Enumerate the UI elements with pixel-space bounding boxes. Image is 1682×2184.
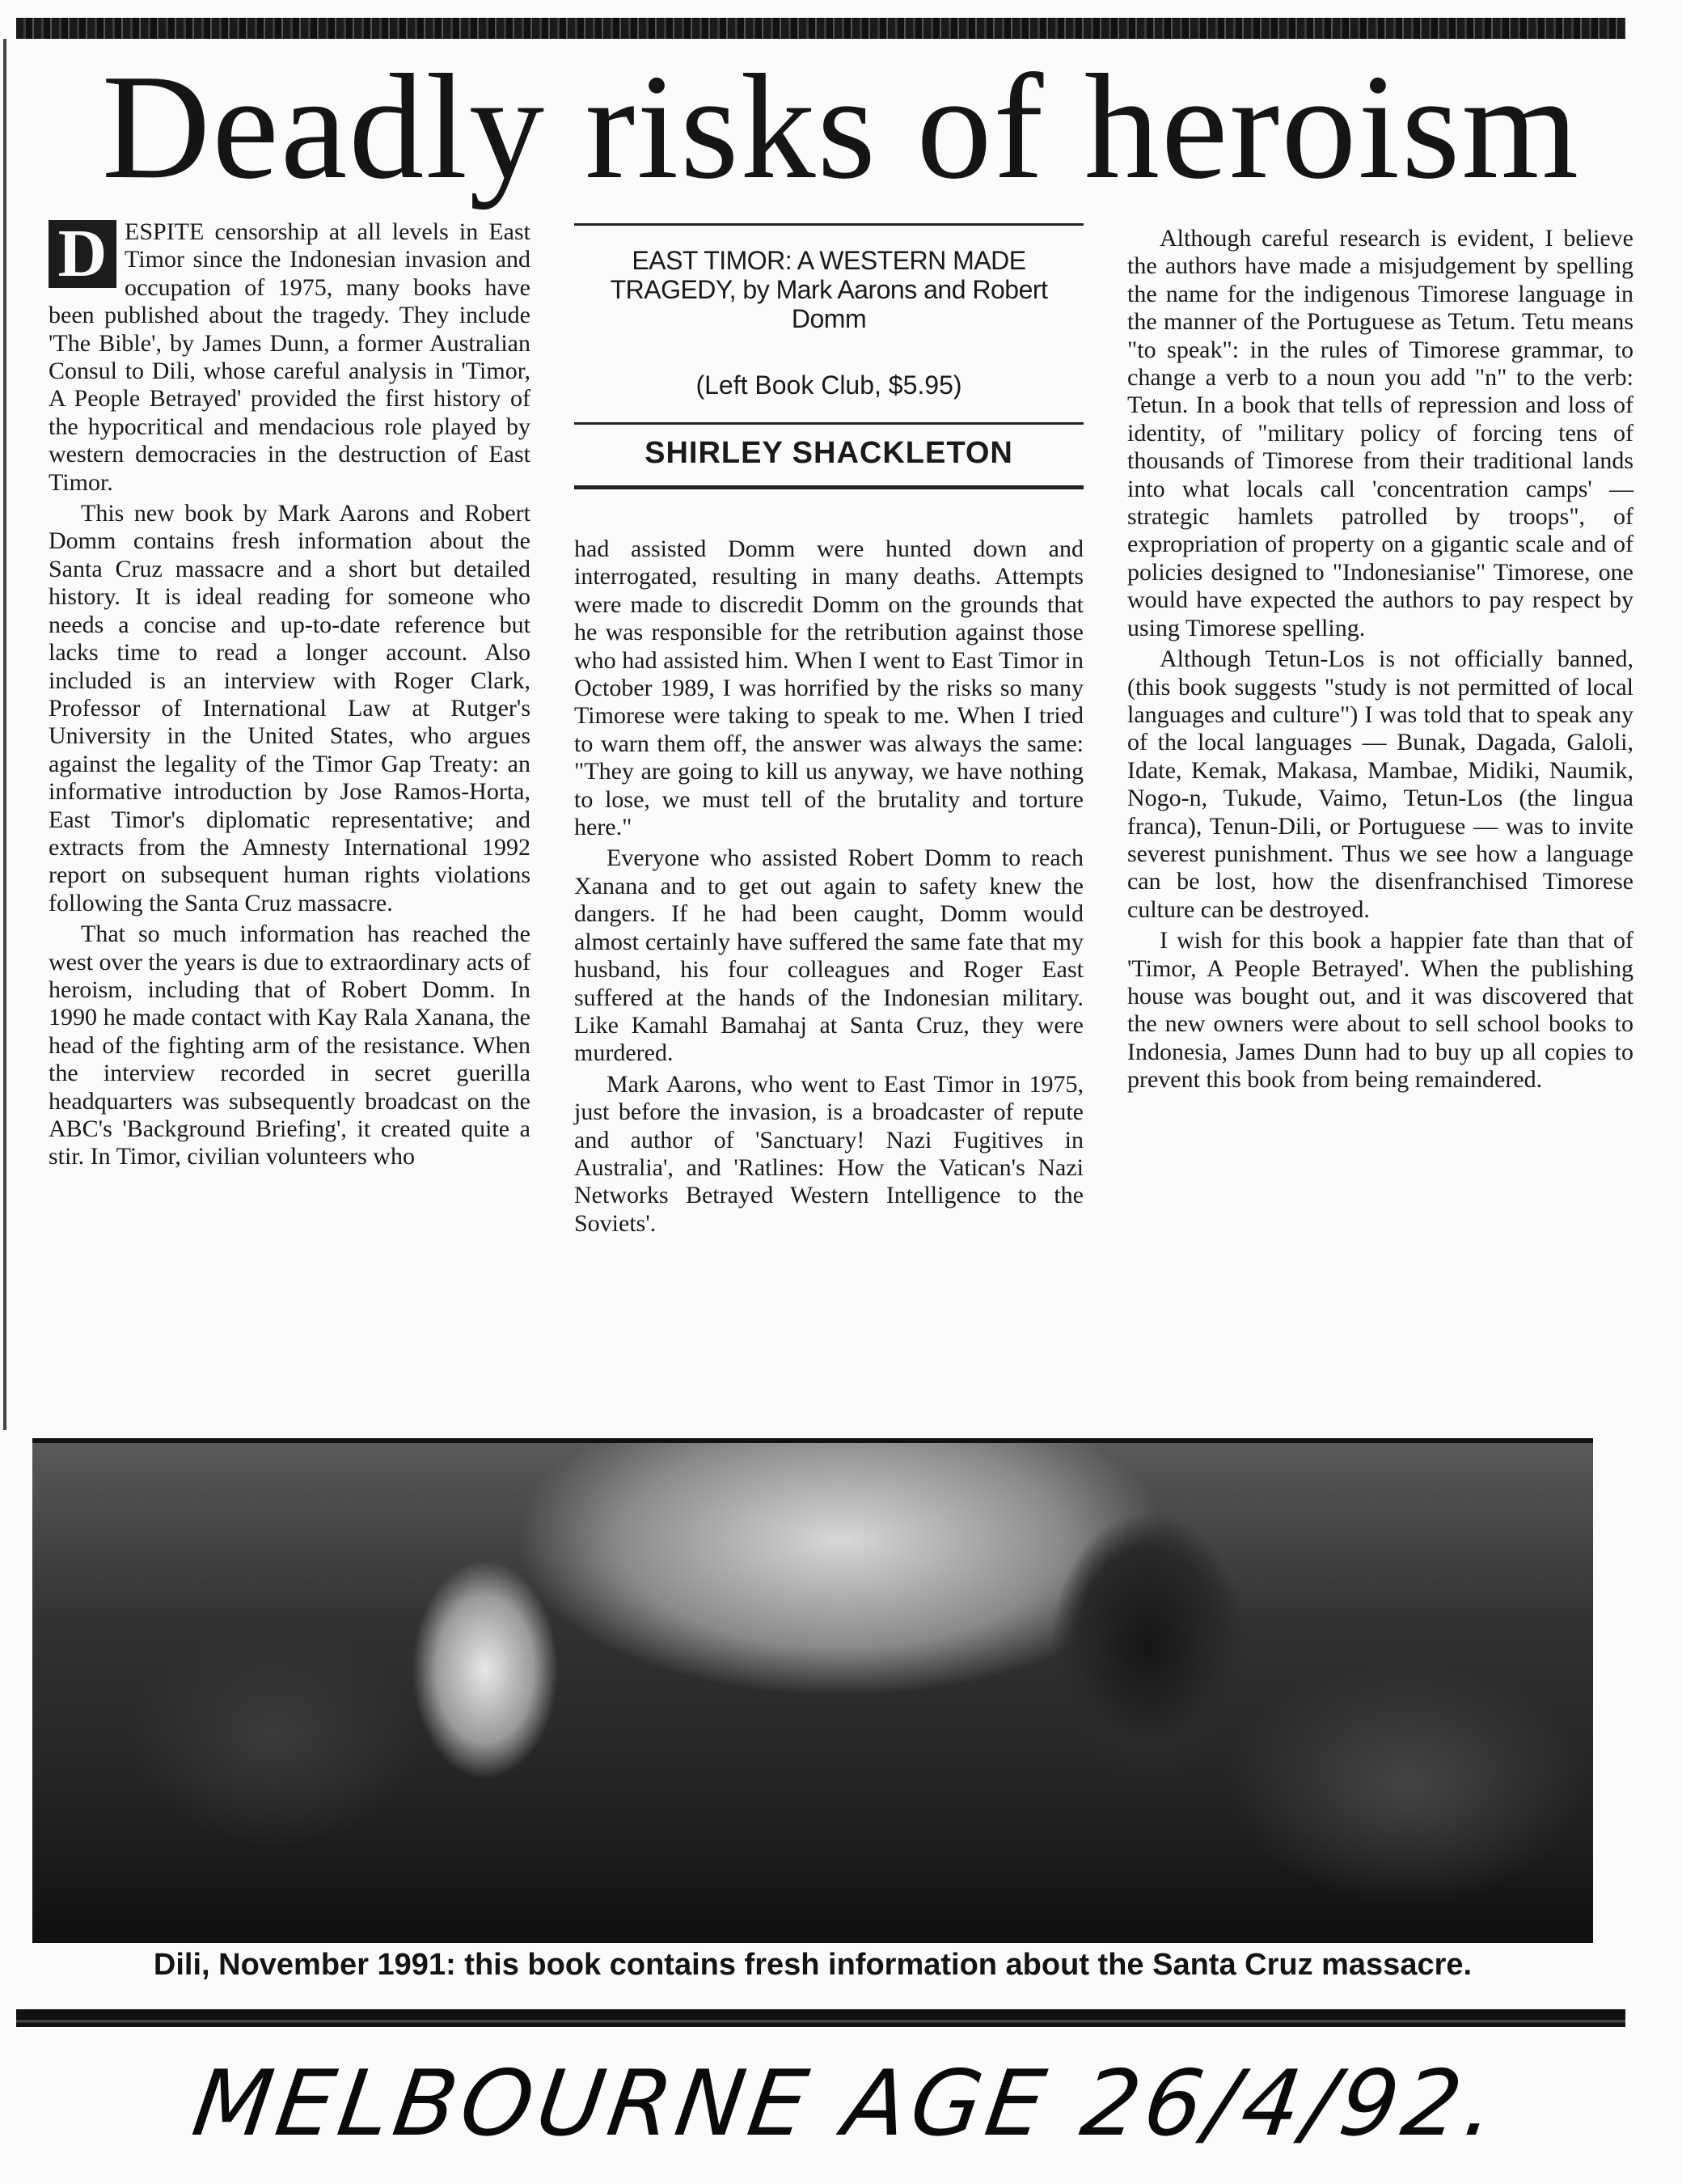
photo-caption: Dili, November 1991: this book contains fresh information about the Santa Cruz massacre. xyxy=(153,1948,1473,1982)
bottom-rule xyxy=(16,2009,1625,2027)
divider xyxy=(574,422,1084,425)
news-photo xyxy=(32,1438,1593,1943)
book-title: EAST TIMOR: A WESTERN MADE TRAGEDY, by Mark Aarons and Robert Domm xyxy=(610,246,1048,333)
top-rule xyxy=(16,18,1625,39)
paragraph: This new book by Mark Aarons and Robert Domm contains fresh information about the Santa Cruz massacre and a short but detailed history. It is ideal reading for someone who needs a concise and up-to-date reference but lacks time to read a longer account. Also included is an interview with Roger Clark, Professor of International Law at Rutger's University in the United States, who argues against the legality of the Timor Gap Treaty: an informative introduction by Jose Ramos-Horta, East Timor's diplomatic representative; and extracts from the Amnesty International 1992 report on subsequent human rights violations following the Santa Cruz massacre. xyxy=(49,500,530,916)
paragraph: Although careful research is evident, I believe the authors have made a misjudgement by spelling the name for the indigenous Timorese language in the manner of the Portuguese as Tetum. Tetu means "to speak": in the rules of Timorese grammar, to change a verb to a noun you add "n" to the verb: Tetun. In a book that tells of repression and loss of identity, of "military policy of forcing tens of thousands of Timorese from their traditional lands into what locals call 'concentration camps' — strategic hamlets patrolled by troops", of expropriation of property on a gigantic scale and of policies designed to "Indonesianise" Timorese, one would have expected the authors to pay respect by using Timorese spelling. xyxy=(1127,225,1633,641)
headline: Deadly risks of heroism xyxy=(101,44,1581,210)
paragraph: Although Tetun-Los is not officially banned, (this book suggests "study is not permitted of local languages and culture") I was told that to speak any of the local languages — Bunak, Dagada, Galoli, Idate, Kemak, Makasa, Mambae, Midiki, Naumik, Nogo-n, Tukude, Vaimo, Tetun-Los (the lingua franca), Tenun-Dili, or Portuguese — was to invite severest punishment. Thus we see how a language can be lost, how the disenfranchised Timorese culture can be destroyed. xyxy=(1127,645,1633,923)
drop-cap: D xyxy=(49,220,116,288)
paragraph: I wish for this book a happier fate than that of 'Timor, A People Betrayed'. When the publishing house was bought out, and it was discovered that the new owners were about to sell school books to Indonesia, James Dunn had to buy up all copies to prevent this book from being remaindered. xyxy=(1127,927,1633,1094)
divider xyxy=(574,485,1084,489)
paragraph: Everyone who assisted Robert Domm to reach Xanana and to get out again to safety knew the dangers. If he had been caught, Domm would almost certainly have suffered the same fate that my husband, his four colleagues and Roger East suffered at the hands of the Indonesian military. Like Kamahl Bamahaj at Santa Cruz, they were murdered. xyxy=(574,844,1084,1067)
book-review-box xyxy=(574,218,1084,527)
paragraph: Mark Aarons, who went to East Timor in 1975, just before the invasion, is a broadcaster of repute and author of 'Sanctuary! Nazi Fugitives in Australia', and 'Ratlines: How the Vatican's Nazi Networks Betrayed Western Intelligence to the Soviets'. xyxy=(574,1070,1084,1237)
paragraph: That so much information has reached the west over the years is due to extraordinary acts of heroism, including that of Robert Domm. In 1990 he made contact with Kay Rala Xanana, the head of the fighting arm of the resistance. When the interview recorded in secret guerilla headquarters was subsequently broadcast on the ABC's 'Background Briefing', it created quite a stir. In Timor, civilian volunteers who xyxy=(49,921,530,1170)
article-column-2 xyxy=(574,535,1084,1430)
article-column-1 xyxy=(49,218,530,1432)
article-column-3 xyxy=(1127,225,1633,1430)
divider xyxy=(574,223,1084,226)
reviewer-byline: SHIRLEY SHACKLETON xyxy=(644,436,1013,470)
left-column-rule xyxy=(3,39,6,1430)
book-publisher-price: (Left Book Club, $5.95) xyxy=(695,370,962,400)
paragraph: had assisted Domm were hunted down and interrogated, resulting in many deaths. Attempts were made to discredit Domm on the grounds that he was responsible for the retribution against those who had assisted him. When I went to East Timor in October 1989, I was horrified by the risks so many Timorese were taking to speak to me. When I tried to warn them off, the answer was always the same: "They are going to kill us anyway, we have nothing to lose, we must tell of the brutality and torture here." xyxy=(574,535,1084,841)
paragraph: ESPITE censorship at all levels in East Timor since the Indonesian invasion and occupation of 1975, many books have been published about the tragedy. They include 'The Bible', by James Dunn, a former Australian Consul to Dili, whose careful analysis in 'Timor, A People Betrayed' provided the first history of the hypocritical and mendacious role played by western democracies in the destruction of East Timor. xyxy=(49,218,530,496)
handwritten-source-note: MELBOURNE AGE 26/4/92. xyxy=(186,2051,1507,2156)
